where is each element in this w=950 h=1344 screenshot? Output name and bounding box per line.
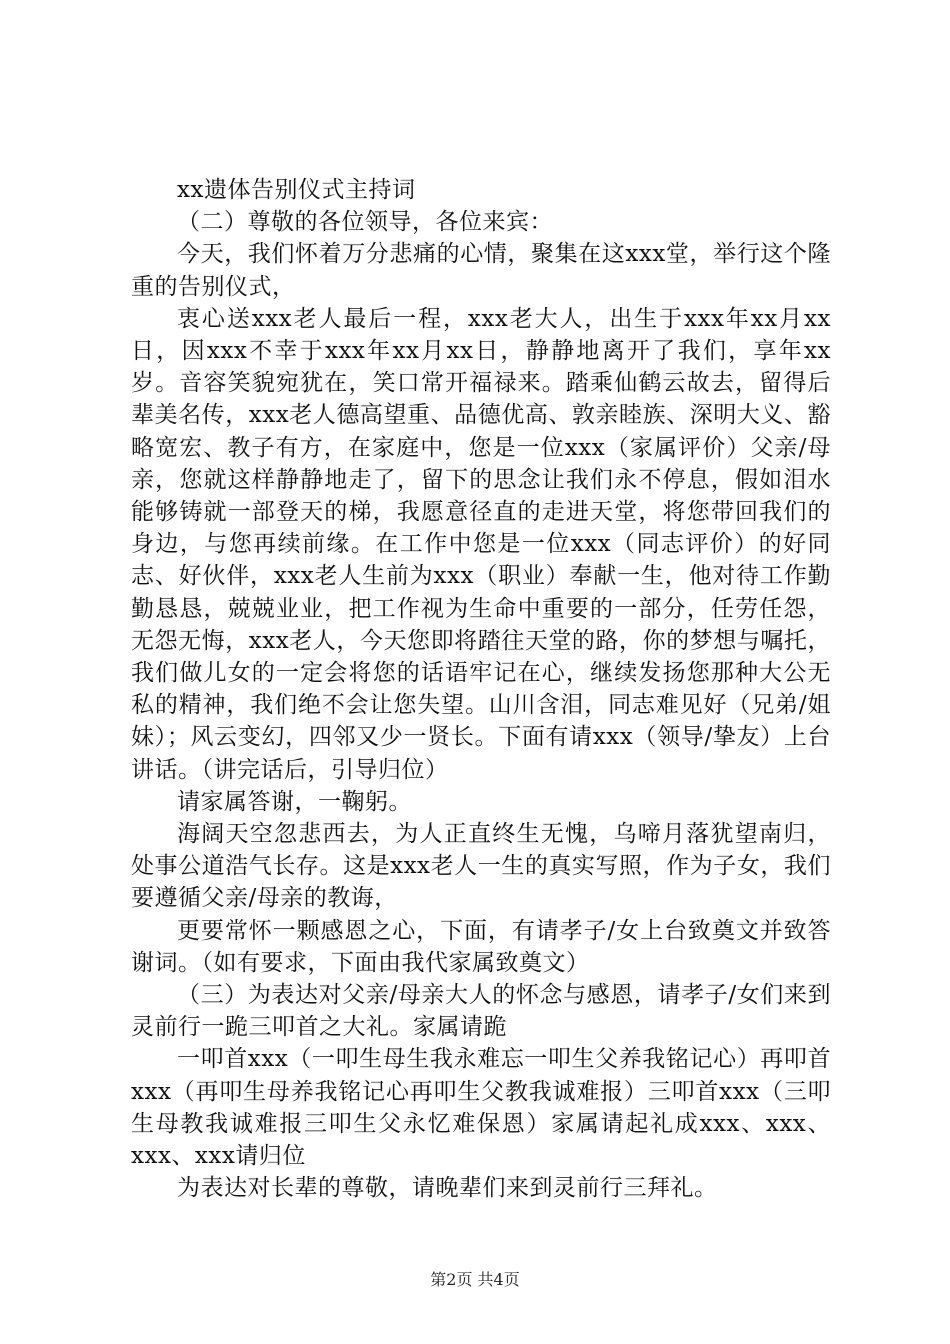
paragraph: 一叩首xxx（一叩生母生我永难忘一叩生父养我铭记心）再叩首xxx（再叩生母养我铭记心再叩生父教我诚难报）三叩首xxx（三叩生母教我诚难报三叩生父永忆难保恩）家属请起礼成xxx、xxx、xxx、xxx请归位 xyxy=(131,1046,831,1170)
paragraph: 今天，我们怀着万分悲痛的心情，聚集在这xxx堂，举行这个隆重的告别仪式， xyxy=(131,241,831,300)
paragraph: 衷心送xxx老人最后一程，xxx老大人，出生于xxx年xx月xx日，因xxx不幸于xxx年xx月xx日，静静地离开了我们，享年xx岁。音容笑貌宛犹在，笑口常开福禄来。踏乘仙鹤云故去，留得后辈美名传，xxx老人德高望重、品德优高、敦亲睦族、深明大义、豁略宽宏、教子有方，在家庭中，您是一位xxx（家属评价）父亲/母亲，您就这样静静地走了，留下的思念让我们永不停息，假如泪水能够铸就一部登天的梯，我愿意径直的走进天堂，将您带回我们的身边，与您再续前缘。在工作中您是一位xxx（同志评价）的好同志、好伙伴，xxx老人生前为xxx（职业）奉献一生，他对待工作勤勤恳恳，兢兢业业，把工作视为生命中重要的一部分，任劳任怨，无怨无悔，xxx老人，今天您即将踏往天堂的路，你的梦想与嘱托，我们做儿女的一定会将您的话语牢记在心，继续发扬您那种大公无私的精神，我们绝不会让您失望。山川含泪，同志难见好（兄弟/姐妹）；风云变幻，四邻又少一贤长。下面有请xxx（领导/挚友）上台讲话。（讲完话后，引导归位） xyxy=(131,305,831,783)
document-body xyxy=(131,174,831,1205)
paragraph: 海阔天空忽悲西去，为人正直终生无愧，乌啼月落犹望南归，处事公道浩气长存。这是xxx老人一生的真实写照，作为子女，我们要遵循父亲/母亲的教诲， xyxy=(131,821,831,912)
page-footer: 第2页 共4页 xyxy=(430,1270,520,1289)
paragraph: （二）尊敬的各位领导，各位来宾： xyxy=(177,209,553,236)
paragraph: 请家属答谢，一鞠躬。 xyxy=(177,788,412,815)
paragraph: 更要常怀一颗感恩之心，下面，有请孝子/女上台致奠文并致答谢词。（如有要求，下面由我代家属致奠文） xyxy=(131,917,831,976)
document-title: xx遗体告别仪式主持词 xyxy=(177,177,416,203)
paragraph: 为表达对长辈的尊敬，请晚辈们来到灵前行三拜礼。 xyxy=(177,1175,718,1202)
paragraph: （三）为表达对父亲/母亲大人的怀念与感恩，请孝子/女们来到灵前行一跪三叩首之大礼。家属请跪 xyxy=(131,982,831,1041)
